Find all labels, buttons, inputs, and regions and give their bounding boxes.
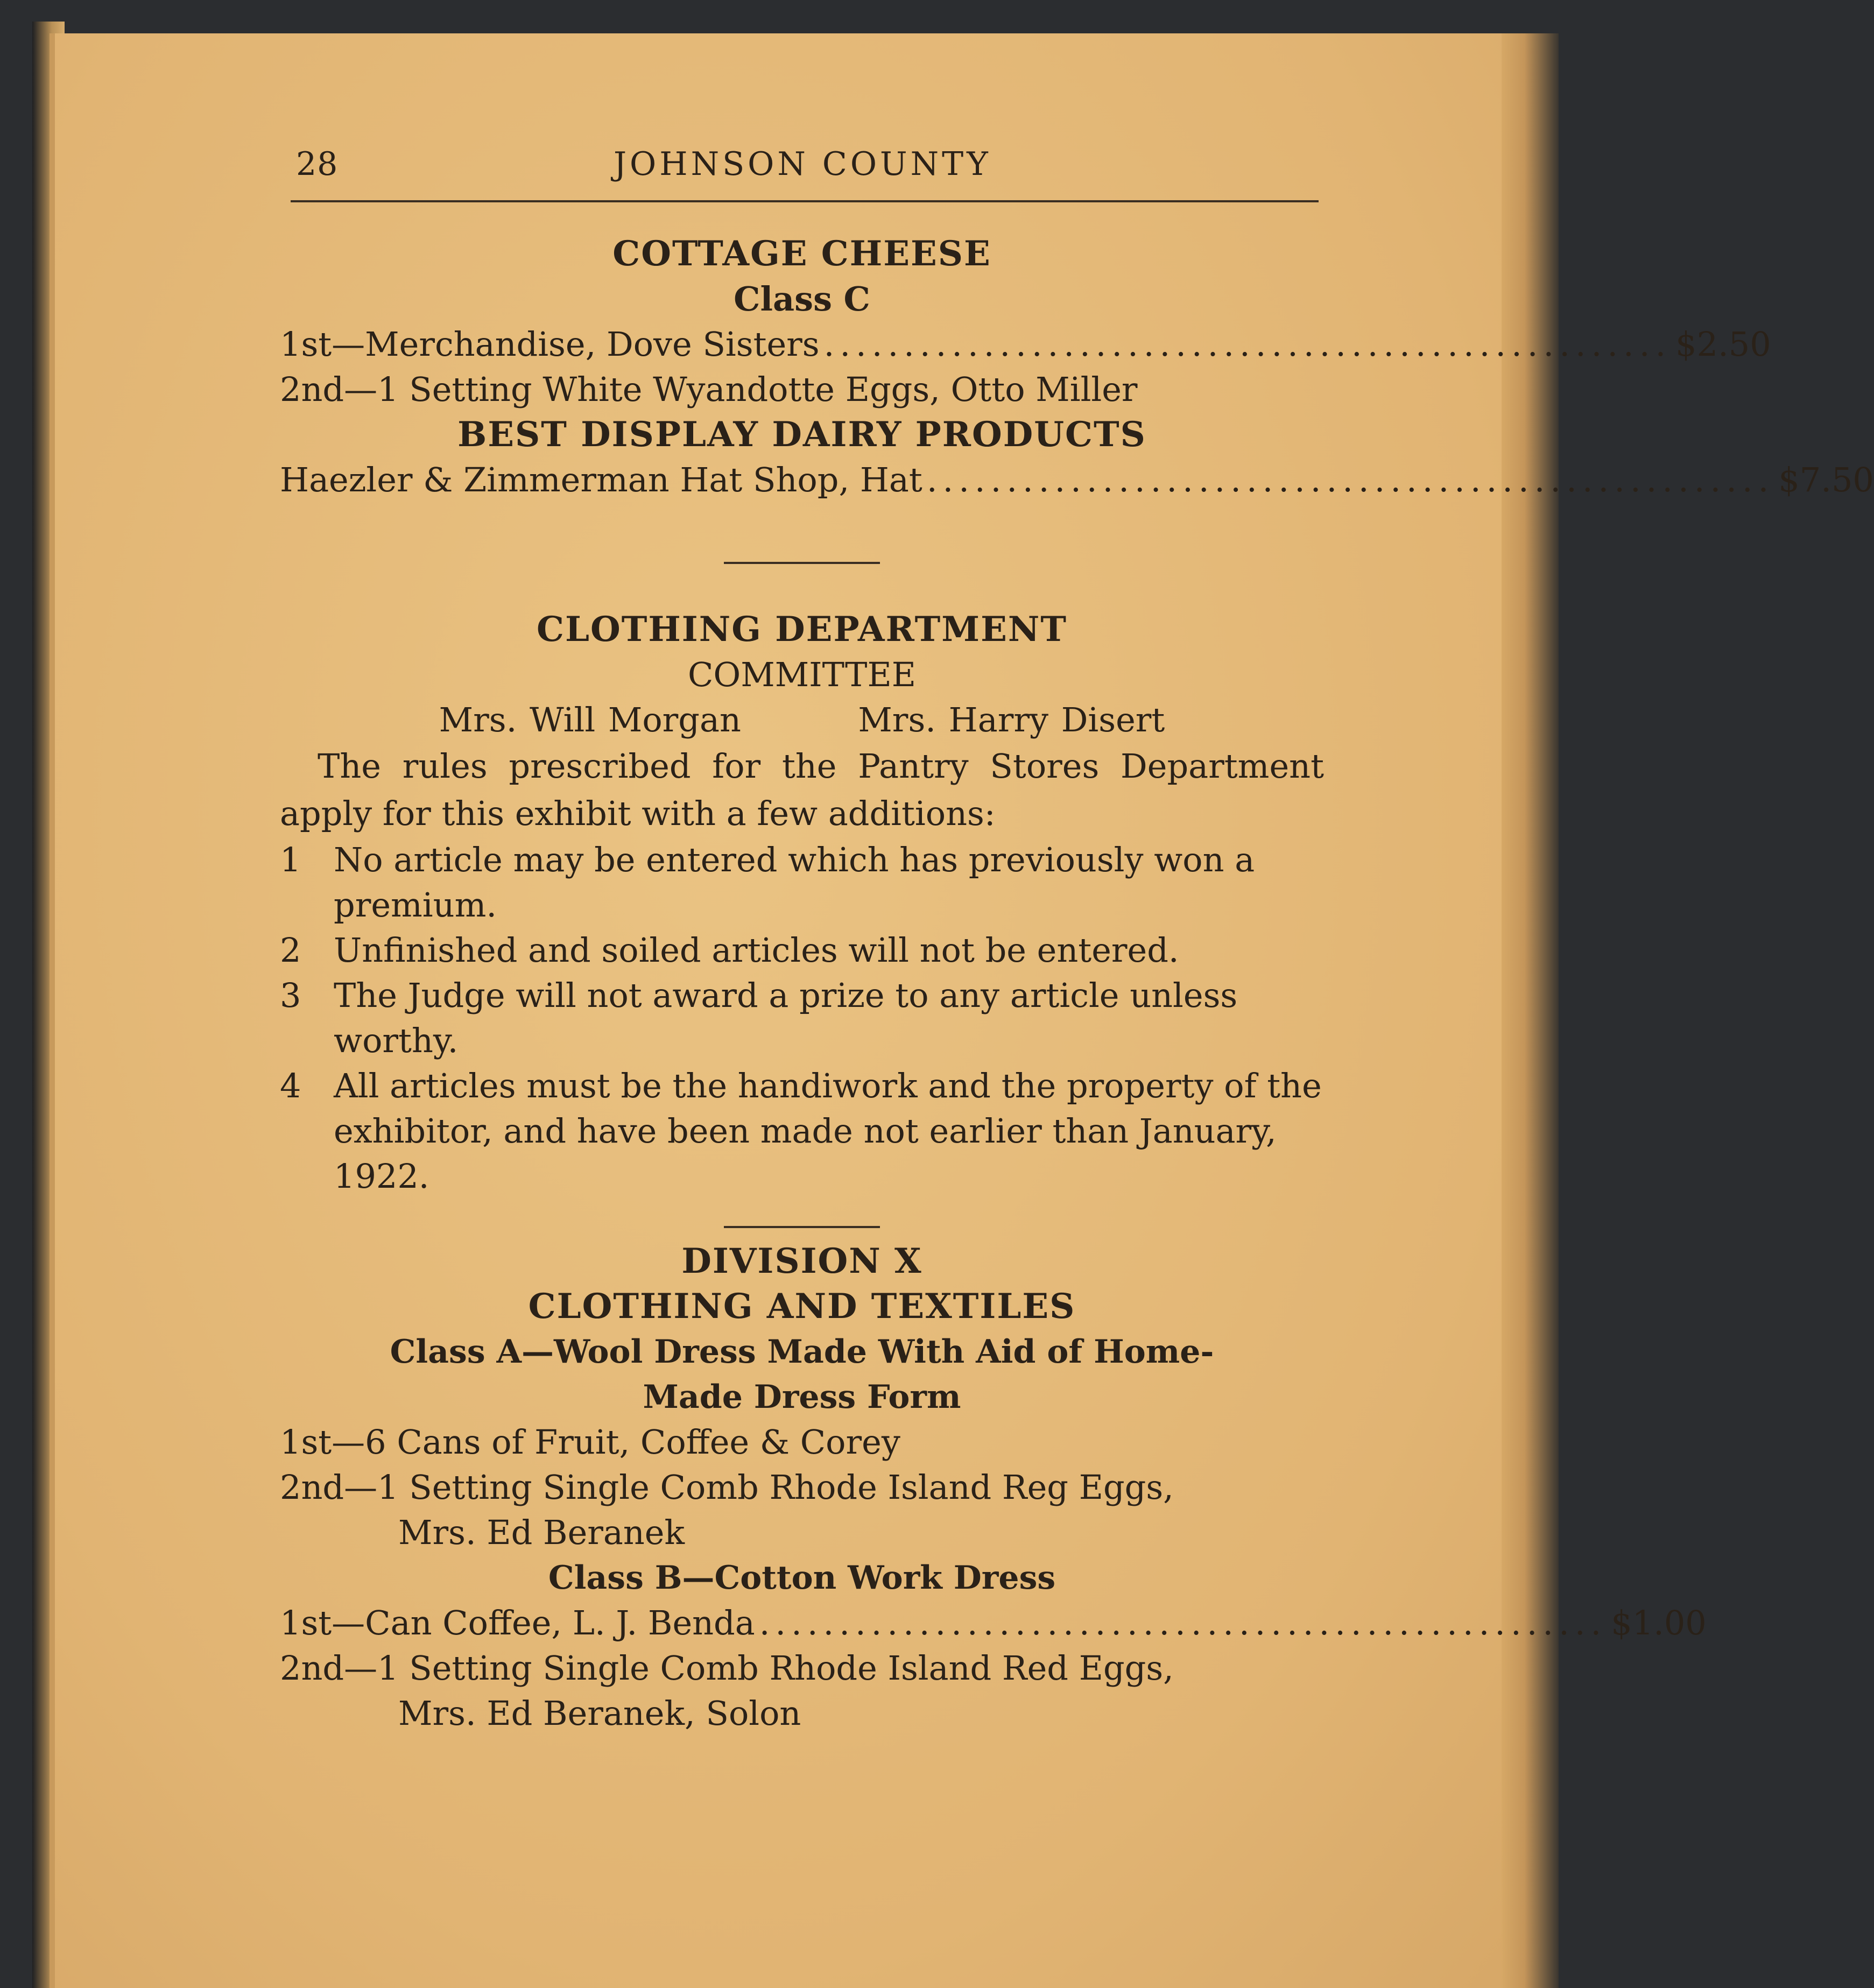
division-title: DIVISION X bbox=[681, 1241, 922, 1281]
class-a-label: Class A—Wool Dress Made With Aid of Home- bbox=[390, 1333, 1214, 1371]
award-line-continued: Mrs. Ed Beranek bbox=[398, 1513, 685, 1552]
running-head: JOHNSON COUNTY bbox=[614, 145, 991, 183]
header-rule bbox=[291, 200, 1319, 202]
award-line: 2nd—1 Setting Single Comb Rhode Island Reg Eggs, bbox=[280, 1468, 1174, 1507]
committee-member: Mrs. Will Morgan bbox=[439, 700, 741, 739]
rule-item bbox=[280, 1063, 1324, 1199]
award-text: 1st—Merchandise, Dove Sisters bbox=[280, 325, 820, 364]
rule-text: Unfinished and soiled articles will not be entered. bbox=[334, 930, 1179, 970]
leader-dots: ..................................................... bbox=[759, 1603, 1607, 1642]
award-line-continued: Mrs. Ed Beranek, Solon bbox=[398, 1694, 801, 1733]
rule-item bbox=[280, 837, 1324, 928]
award-amount: $7.50 bbox=[1778, 460, 1874, 499]
page-number: 28 bbox=[296, 145, 339, 183]
rule-text: All articles must be the handiwork and the property of the exhibitor, and have been made not earlier than January, 1922. bbox=[334, 1066, 1322, 1196]
award-line bbox=[280, 322, 1771, 367]
division-subtitle: CLOTHING AND TEXTILES bbox=[528, 1286, 1076, 1327]
award-line: 2nd—1 Setting White Wyandotte Eggs, Otto Miller bbox=[280, 370, 1138, 409]
section-title-clothing-department: CLOTHING DEPARTMENT bbox=[537, 609, 1067, 650]
class-a-label-continued: Made Dress Form bbox=[643, 1378, 961, 1416]
committee-members bbox=[280, 697, 1324, 743]
award-line bbox=[280, 1601, 1707, 1646]
award-text: Haezler & Zimmerman Hat Shop, Hat bbox=[280, 460, 922, 499]
rules-list bbox=[280, 837, 1324, 1199]
rule-number: 1 bbox=[280, 840, 301, 879]
leader-dots: ..................................................... bbox=[823, 325, 1672, 364]
leader-dots: ..................................................... bbox=[926, 460, 1774, 499]
rule-text: The Judge will not award a prize to any article unless worthy. bbox=[334, 976, 1238, 1060]
rule-number: 2 bbox=[280, 930, 301, 970]
rule-item bbox=[280, 973, 1324, 1063]
section-title-cottage-cheese: COTTAGE CHEESE bbox=[612, 234, 991, 274]
class-label-c: Class C bbox=[734, 279, 870, 319]
award-amount: $2.50 bbox=[1675, 325, 1771, 364]
award-text: 1st—Can Coffee, L. J. Benda bbox=[280, 1603, 755, 1642]
rule-number: 4 bbox=[280, 1066, 301, 1105]
page-header bbox=[296, 145, 1319, 188]
award-line: 1st—6 Cans of Fruit, Coffee & Corey bbox=[280, 1422, 900, 1462]
rules-intro: The rules prescribed for the Pantry Stores Department apply for this exhibit with a few additions: bbox=[280, 746, 1324, 833]
rule-item bbox=[280, 928, 1324, 973]
committee-label: COMMITTEE bbox=[687, 655, 917, 694]
committee-member: Mrs. Harry Disert bbox=[858, 700, 1165, 739]
award-line: 2nd—1 Setting Single Comb Rhode Island Red Eggs, bbox=[280, 1648, 1174, 1688]
rule-text: No article may be entered which has previously won a premium. bbox=[334, 840, 1255, 925]
section-title-best-display: BEST DISPLAY DAIRY PRODUCTS bbox=[457, 414, 1146, 455]
rule-number: 3 bbox=[280, 976, 301, 1015]
class-b-label: Class B—Cotton Work Dress bbox=[548, 1559, 1056, 1597]
award-line bbox=[280, 457, 1874, 503]
award-amount: $1.00 bbox=[1611, 1603, 1707, 1642]
page-content bbox=[280, 231, 1874, 1736]
